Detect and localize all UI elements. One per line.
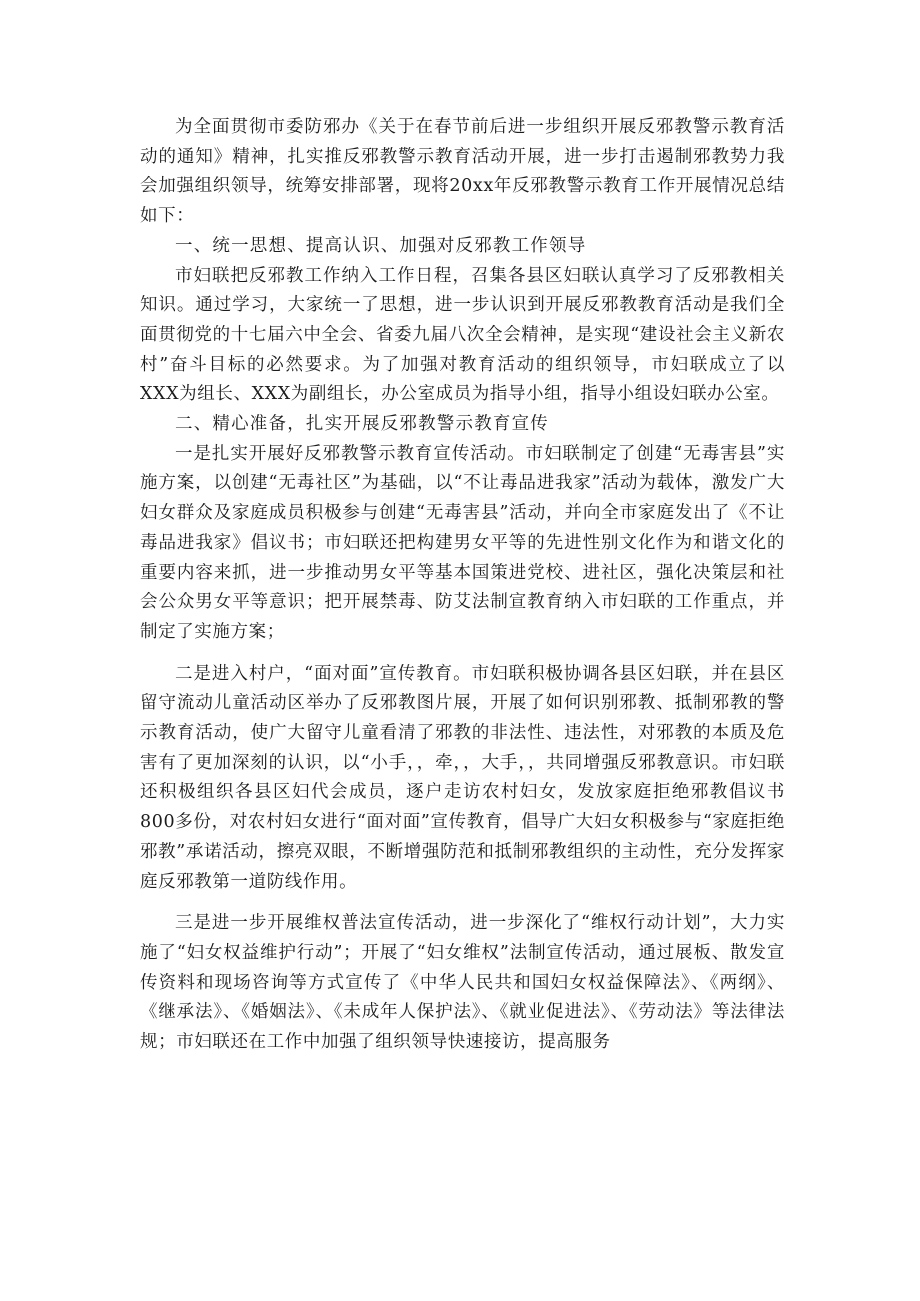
body-paragraph: 市妇联把反邪教工作纳入工作日程，召集各县区妇联认真学习了反邪教相关知识。通过学习，大家统一了思想，进一步认识到开展反邪教教育活动是我们全面贯彻党的十七届六中全会、省委九届八次全会精神，是实现“建设社会主义新农村”奋斗目标的必然要求。为了加强对教育活动的组织领导，市妇联成立了以XXX为组长、XXX为副组长，办公室成员为指导小组，指导小组设妇联办公室。	[140, 265, 785, 405]
body-paragraph: 二是进入村户，“面对面”宣传教育。市妇联积极协调各县区妇联，并在县区留守流动儿童活动区举办了反邪教图片展，开展了如何识别邪教、抵制邪教的警示教育活动，使广大留守儿童看清了邪教的非法性、违法性，对邪教的本质及危害有了更加深刻的认识，以“小手，，牵，，大手，，共同增强反邪教意识。市妇联还积极组织各县区妇代会成员，逐户走访农村妇女，发放家庭拒绝邪教倡议书800多份，对农村妇女进行“面对面”宣传教育，倡导广大妇女积极参与“家庭拒绝邪教”承诺活动，擦亮双眼，不断增强防范和抵制邪教组织的主动性，充分发挥家庭反邪教第一道防线作用。	[140, 663, 785, 892]
body-paragraph: 三是进一步开展维权普法宣传活动，进一步深化了“维权行动计划”，大力实施了“妇女权益维护行动”；开展了“妇女维权”法制宣传活动，通过展板、散发宣传资料和现场咨询等方式宣传了《中华人民共和国妇女权益保障法》、《两纲》、《继承法》、《婚姻法》、《未成年人保护法》、《就业促进法》、《劳动法》等法律法规；市妇联还在工作中加强了组织领导快速接访，提高服务	[140, 913, 785, 1053]
section-heading-2: 二、精心准备，扎实开展反邪教警示教育宣传	[175, 414, 549, 435]
intro-paragraph: 为全面贯彻市委防邪办《关于在春节前后进一步组织开展反邪教警示教育活动的通知》精神，扎实推反邪教警示教育活动开展，进一步打击遏制邪教势力我会加强组织领导，统筹安排部署，现将20xx年反邪教警示教育工作开展情况总结如下：	[140, 117, 785, 227]
body-paragraph: 一是扎实开展好反邪教警示教育宣传活动。市妇联制定了创建“无毒害县”实施方案，以创建“无毒社区”为基础，以“不让毒品进我家”活动为载体，激发广大妇女群众及家庭成员积极参与创建“无毒害县”活动，并向全市家庭发出了《不让毒品进我家》倡议书；市妇联还把构建男女平等的先进性别文化作为和谐文化的重要内容来抓，进一步推动男女平等基本国策进党校、进社区，强化决策层和社会公众男女平等意识；把开展禁毒、防艾法制宣教育纳入市妇联的工作重点，并制定了实施方案；	[140, 443, 785, 642]
section-heading-1: 一、统一思想、提高认识、加强对反邪教工作领导	[175, 235, 587, 256]
document-body	[140, 113, 785, 1058]
